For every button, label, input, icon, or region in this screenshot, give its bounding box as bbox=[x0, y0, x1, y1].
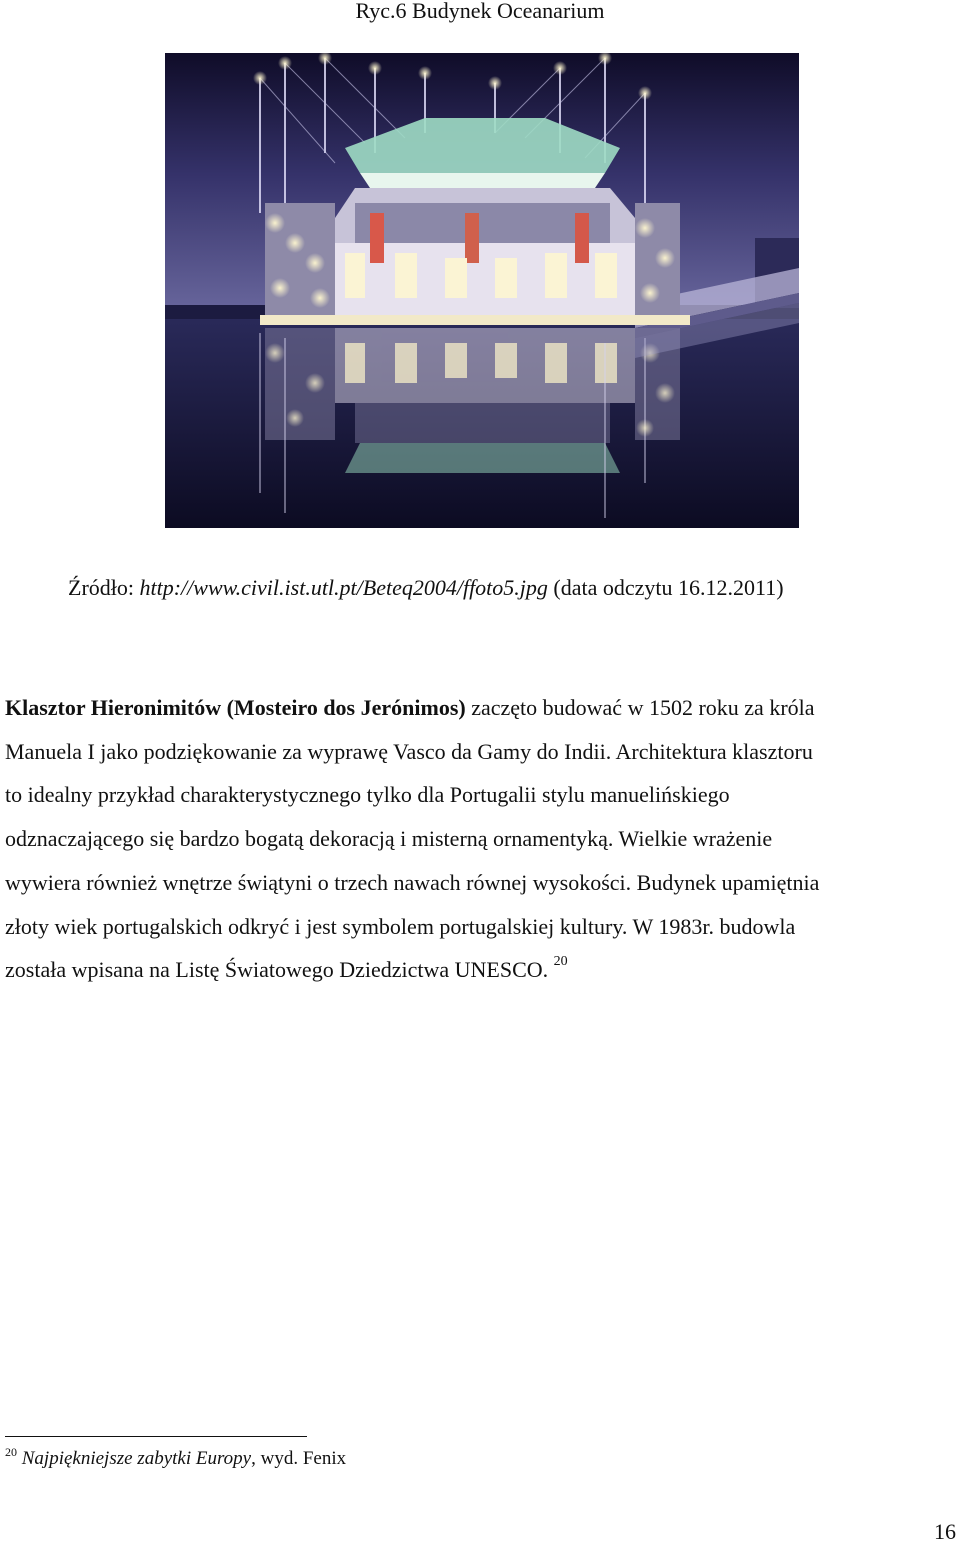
source-date: (data odczytu 16.12.2011) bbox=[547, 575, 784, 600]
body-paragraph bbox=[5, 686, 960, 992]
footnote-divider bbox=[5, 1436, 307, 1437]
paragraph-line-7 bbox=[5, 948, 960, 992]
footnote bbox=[5, 1446, 346, 1472]
oceanarium-photo bbox=[165, 53, 799, 528]
paragraph-line-1-rest: zaczęto budować w 1502 roku za króla bbox=[465, 695, 815, 720]
page-number: 16 bbox=[934, 1519, 956, 1544]
paragraph-line-7-text: została wpisana na Listę Światowego Dziedzictwa UNESCO. bbox=[5, 957, 554, 983]
paragraph-line-3: to idealny przykład charakterystycznego tylko dla Portugalii stylu manuelińskiego bbox=[5, 782, 730, 808]
paragraph-line-5: wywiera również wnętrze świątyni o trzech nawach równej wysokości. Budynek upamiętnia bbox=[5, 869, 820, 895]
paragraph-line-1 bbox=[5, 686, 960, 730]
footnote-title: Najpiękniejsze zabytki Europy bbox=[21, 1448, 252, 1469]
footnote-rest: , wyd. Fenix bbox=[251, 1448, 347, 1469]
figure-caption: Ryc.6 Budynek Oceanarium bbox=[355, 0, 605, 23]
footnote-reference[interactable]: 20 bbox=[553, 954, 568, 970]
paragraph-bold-lead: Klasztor Hieronimitów (Mosteiro dos Jerónimos) bbox=[5, 695, 466, 720]
image-source bbox=[68, 574, 784, 602]
paragraph-line-4: odznaczającego się bardzo bogatą dekoracją i misterną ornamentyką. Wielkie wrażenie bbox=[5, 826, 773, 852]
paragraph-line-6: złoty wiek portugalskich odkryć i jest symbolem portugalskiej kultury. W 1983r. budowla bbox=[5, 913, 796, 939]
paragraph-line-2: Manuela I jako podziękowanie za wyprawę Vasco da Gamy do Indii. Architektura klasztoru bbox=[5, 738, 813, 764]
footnote-number: 20 bbox=[5, 1445, 17, 1459]
source-label: Źródło: bbox=[68, 575, 140, 600]
source-url[interactable]: http://www.civil.ist.utl.pt/Beteq2004/ffoto5.jpg bbox=[139, 575, 548, 600]
